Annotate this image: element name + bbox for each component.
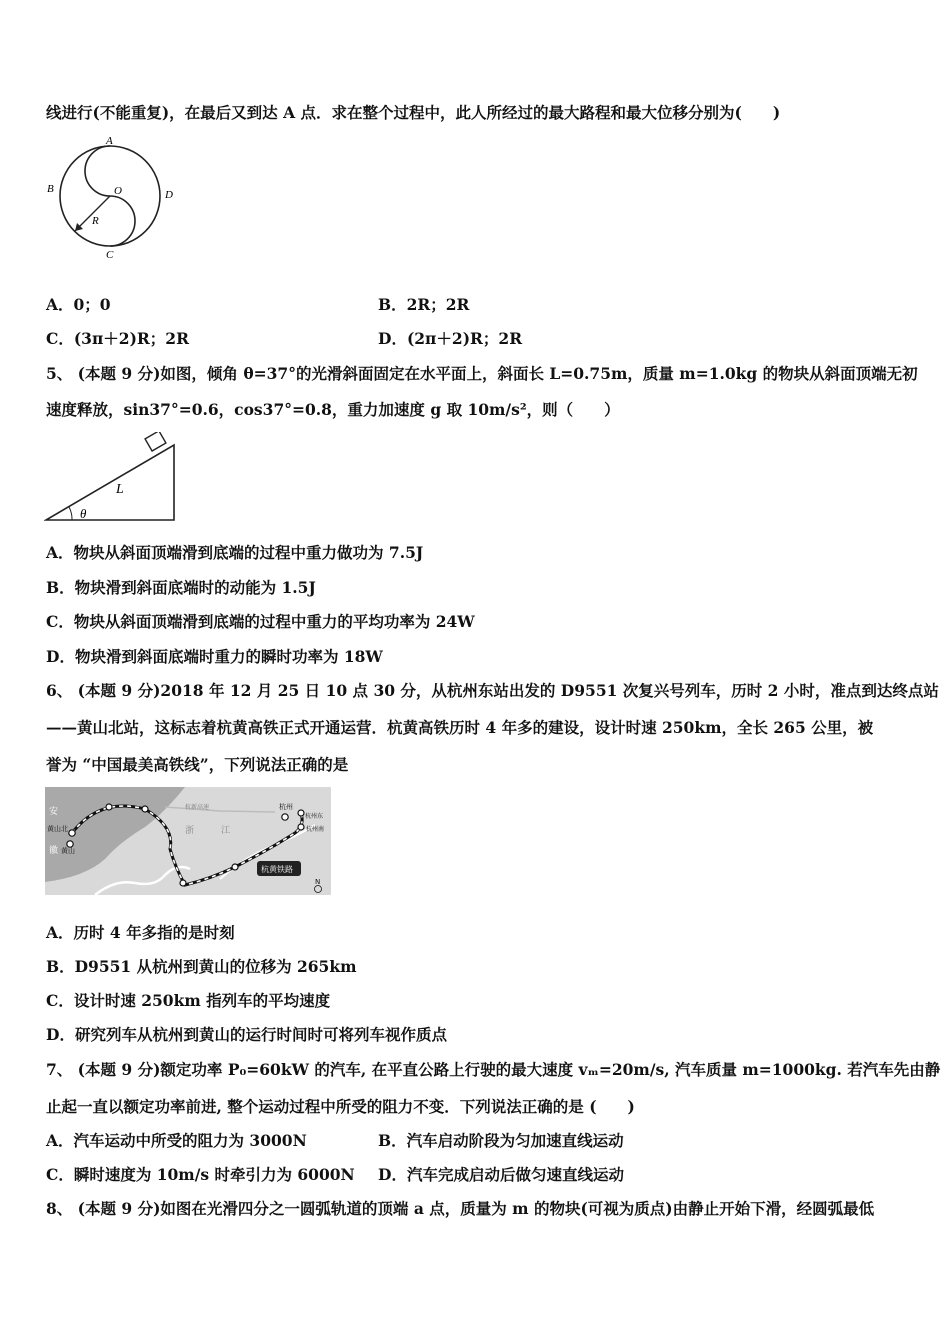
station-dot-hangzhoudong — [298, 810, 304, 816]
q4-option-c[interactable]: C．(3π＋2)R；2R — [46, 329, 189, 348]
q5-stem-line1: 5、 (本题 9 分)如图，倾角 θ=37°的光滑斜面固定在水平面上，斜面长 L=0.75m，质量 m=1.0kg 的物块从斜面顶端无初 — [46, 364, 918, 383]
label-b: B — [47, 183, 54, 195]
label-hangzhou: 杭州 — [279, 803, 293, 811]
label-l: L — [116, 482, 124, 497]
label-r: R — [92, 215, 99, 227]
label-o: O — [114, 185, 122, 197]
incline-triangle — [46, 445, 174, 520]
label-a: A — [106, 135, 113, 147]
label-zhe: 浙 — [185, 826, 195, 836]
q8-stem-line1: 8、 (本题 9 分)如图在光滑四分之一圆弧轨道的顶端 a 点，质量为 m 的物块(可视为质点)由静止开始下滑，经圆弧最低 — [46, 1199, 875, 1218]
q6-option-a[interactable]: A．历时 4 年多指的是时刻 — [46, 923, 235, 942]
q4-option-a[interactable]: A．0；0 — [46, 295, 111, 314]
q4-stem: 线进行(不能重复)，在最后又到达 A 点．求在整个过程中，此人所经过的最大路程和最大位移分别为( ) — [46, 103, 781, 122]
q7-option-a[interactable]: A．汽车运动中所受的阻力为 3000N — [46, 1131, 307, 1150]
label-hangzhoudong: 杭州东 — [305, 813, 324, 820]
label-jiang: 江 — [221, 826, 231, 836]
q6-option-c[interactable]: C．设计时速 250km 指列车的平均速度 — [46, 991, 331, 1010]
q5-option-a[interactable]: A．物块从斜面顶端滑到底端的过程中重力做功为 7.5J — [46, 543, 424, 562]
station-dot — [180, 880, 186, 886]
q7-option-b[interactable]: B．汽车启动阶段为匀加速直线运动 — [378, 1131, 624, 1150]
q4-option-b[interactable]: B．2R；2R — [378, 295, 470, 314]
label-expressway: 杭新高速 — [185, 804, 210, 811]
label-huangshan: 黄山 — [61, 847, 75, 855]
label-hui: 徽 — [49, 846, 59, 856]
label-railway: 杭黄铁路 — [261, 865, 293, 874]
q5-option-b[interactable]: B．物块滑到斜面底端时的动能为 1.5J — [46, 578, 316, 597]
station-dot-hangzhou — [282, 814, 288, 820]
label-anhui: 安 — [49, 807, 59, 817]
station-dot-hangzhounan — [298, 824, 304, 830]
label-theta: θ — [80, 506, 87, 521]
q6-stem-line2: ——黄山北站，这标志着杭黄高铁正式开通运营．杭黄高铁历时 4 年多的建设，设计时速 250km，全长 265 公里，被 — [46, 718, 874, 737]
label-huangshanbei: 黄山北 — [47, 825, 68, 833]
station-dot — [106, 804, 112, 810]
angle-arc — [69, 507, 72, 520]
q6-option-d[interactable]: D．研究列车从杭州到黄山的运行时间时可将列车视作质点 — [46, 1025, 447, 1044]
q6-stem-line3: 誉为 “中国最美高铁线”，下列说法正确的是 — [46, 755, 349, 774]
q7-stem-line1: 7、 (本题 9 分)额定功率 P₀=60kW 的汽车, 在平直公路上行驶的最大速度 vₘ=20m/s, 汽车质量 m=1000kg. 若汽车先由静 — [46, 1060, 941, 1079]
q6-stem-line1: 6、 (本题 9 分)2018 年 12 月 25 日 10 点 30 分，从杭州东站出发的 D9551 次复兴号列车，历时 2 小时，准点到达终点站 — [46, 681, 939, 700]
q5-option-d[interactable]: D．物块滑到斜面底端时重力的瞬时功率为 18W — [46, 647, 383, 666]
q6-option-b[interactable]: B．D9551 从杭州到黄山的位移为 265km — [46, 957, 357, 976]
label-north: N — [315, 878, 321, 886]
q7-option-d[interactable]: D．汽车完成启动后做匀速直线运动 — [378, 1165, 624, 1184]
label-hangzhounan: 杭州南 — [306, 826, 325, 833]
q7-option-c[interactable]: C．瞬时速度为 10m/s 时牵引力为 6000N — [46, 1165, 355, 1184]
q4-option-d[interactable]: D．(2π＋2)R；2R — [378, 329, 523, 348]
q5-option-c[interactable]: C．物块从斜面顶端滑到底端的过程中重力的平均功率为 24W — [46, 612, 475, 631]
q5-stem-line2: 速度释放，sin37°=0.6，cos37°=0.8，重力加速度 g 取 10m/s²，则（ ） — [46, 400, 620, 419]
block — [145, 432, 166, 451]
station-dot — [232, 864, 238, 870]
label-d: D — [165, 189, 173, 201]
q4-circle-figure — [44, 134, 184, 262]
label-c: C — [106, 249, 114, 261]
q6-railway-map — [45, 787, 331, 895]
station-dot-huangshanbei — [69, 830, 75, 836]
station-dot — [142, 806, 148, 812]
q7-stem-line2: 止起一直以额定功率前进, 整个运动过程中所受的阻力不变．下列说法正确的是 ( ) — [46, 1097, 635, 1116]
q5-incline-figure — [44, 432, 178, 524]
